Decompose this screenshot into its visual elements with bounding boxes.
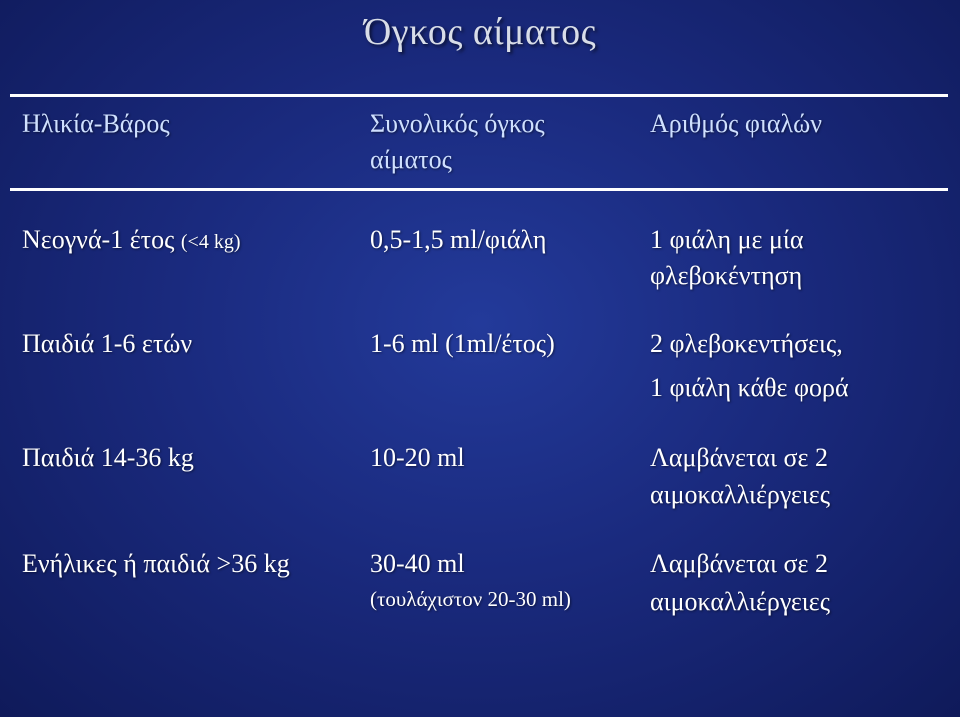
row3-vials-line2: αιμοκαλλιέργειες xyxy=(650,480,831,509)
row1-volume: 0,5-1,5 ml/φιάλη xyxy=(370,225,547,254)
row4-vials-line2: αιμοκαλλιέργειες xyxy=(650,587,831,616)
table-header-rule xyxy=(10,188,948,191)
row1-age xyxy=(22,222,241,260)
row1-age-note: (<4 kg) xyxy=(180,231,241,253)
row2-age: Παιδιά 1-6 ετών xyxy=(22,329,193,358)
row1-age-main: Νεογνά-1 έτος xyxy=(22,225,175,254)
row1-vials-line1: 1 φιάλη με μία xyxy=(650,225,804,254)
row3-volume: 10-20 ml xyxy=(370,443,465,472)
table-top-rule xyxy=(10,94,948,97)
row3-vials-line1: Λαμβάνεται σε 2 xyxy=(650,443,828,472)
slide-title: Όγκος αίματος xyxy=(363,11,597,53)
row2-vials-line1: 2 φλεβοκεντήσεις, xyxy=(650,329,843,358)
header-total-volume-line2: αίματος xyxy=(370,145,452,174)
header-age-weight: Ηλικία-Βάρος xyxy=(22,109,170,138)
row1-vials-line2: φλεβοκέντηση xyxy=(650,261,803,290)
row4-volume: 30-40 ml xyxy=(370,549,465,578)
row2-volume: 1-6 ml (1ml/έτος) xyxy=(370,329,555,358)
row2-vials-line2: 1 φιάλη κάθε φορά xyxy=(650,373,849,402)
row4-age: Ενήλικες ή παιδιά >36 kg xyxy=(22,549,290,578)
header-total-volume-line1: Συνολικός όγκος xyxy=(370,109,545,138)
row3-age: Παιδιά 14-36 kg xyxy=(22,443,194,472)
row4-volume-note: (τουλάχιστον 20-30 ml) xyxy=(370,587,571,611)
row4-vials-line1: Λαμβάνεται σε 2 xyxy=(650,549,828,578)
header-vials: Αριθμός φιαλών xyxy=(650,109,823,138)
